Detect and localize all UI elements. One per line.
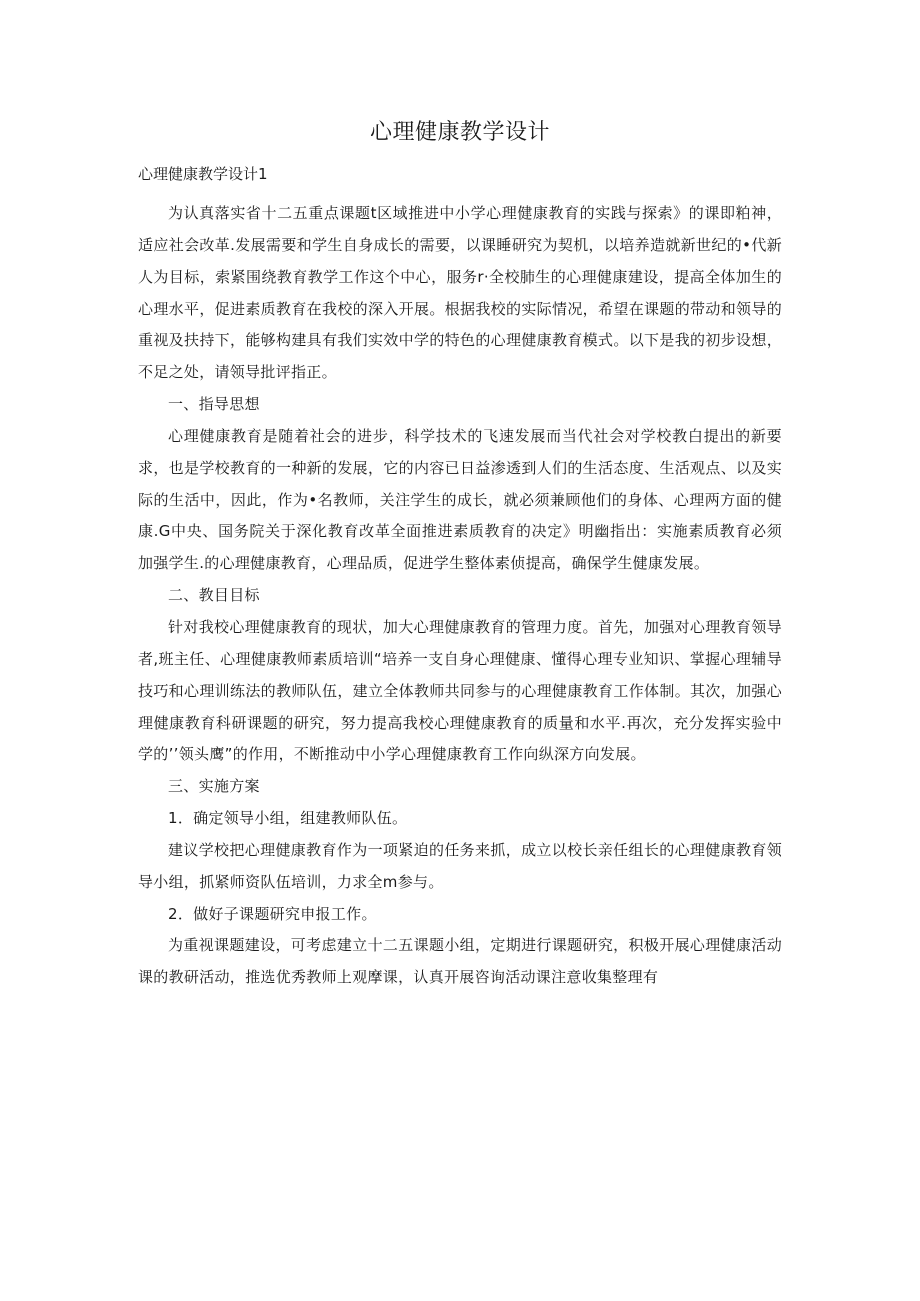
heading-guiding-thought: 一、指导思想 xyxy=(168,395,260,414)
step-2-paragraph: 为重视课题建设，可考虑建立十二五课题小组，定期进行课题研究，积极开展心理健康活动课的教研活动，推选优秀教师上观摩课，认真开展咨询活动课注意收集整理有 xyxy=(138,936,782,987)
heading-goals: 二、教目目标 xyxy=(168,586,260,605)
section-subtitle: 心理健康教学设计1 xyxy=(138,165,268,183)
step-1-heading: 1．确定领导小组，组建教师队伍。 xyxy=(168,809,408,828)
intro-paragraph: 为认真落实省十二五重点课题t区域推进中小学心理健康教育的实践与探索》的课即粕神，适应社会改革.发展需要和学生自身成长的需要，以课睡研究为契机，以培养造就新世纪的•代新人为目标，索紧围绕教育教学工作这个中心，服务r·全校肺生的心理健康建设，提高全体加生的心理水平，促进素质教育在我校的深入开展。根据我校的实际情况，希望在课题的带动和领导的重视及扶持下，能够构建具有我们实效中学的特色的心理健康教育模式。以下是我的初步设想，不足之处，请领导批评指正。 xyxy=(138,204,782,382)
page-title: 心理健康教学设计 xyxy=(369,120,550,145)
goals-paragraph: 针对我校心理健康教育的现状，加大心理健康教育的管理力度。首先，加强对心理教育领导者,班主任、心理健康教师素质培训“培养一支自身心理健康、懂得心理专业知识、掌握心理辅导技巧和心理训练法的教师队伍，建立全体教师共同参与的心理健康教育工作体制。其次，加强心理健康教育科研课题的研究，努力提高我校心理健康教育的质量和水平.再次，充分发挥实验中学的’’领头鹰”的作用，不断推动中小学心理健康教育工作向纵深方向发展。 xyxy=(138,617,782,764)
guiding-thought-paragraph: 心理健康教育是随着社会的进步，科学技术的飞速发展而当代社会对学校教白提出的新要求，也是学校教育的一种新的发展，它的内容已日益渗透到人们的生活态度、生活观点、以及实际的生活中，因此，作为•名教师，关注学生的成长，就必须兼顾他们的身体、心理两方面的健康.G中央、国务院关于深化教育改革全面推进素质教育的决定》明幽指出：实施素质教育必须加强学生.的心理健康教育，心理品质，促进学生整体素侦提高，确保学生健康发展。 xyxy=(138,426,782,573)
document-body xyxy=(138,198,782,994)
step-2-heading: 2．做好子课题研究申报工作。 xyxy=(168,904,377,923)
heading-implementation: 三、实施方案 xyxy=(168,777,260,796)
step-1-paragraph: 建议学校把心理健康教育作为一项紧迫的任务来抓，成立以校长亲任组长的心理健康教育领导小组，抓紧师资队伍培训，力求全m参与。 xyxy=(138,840,782,891)
